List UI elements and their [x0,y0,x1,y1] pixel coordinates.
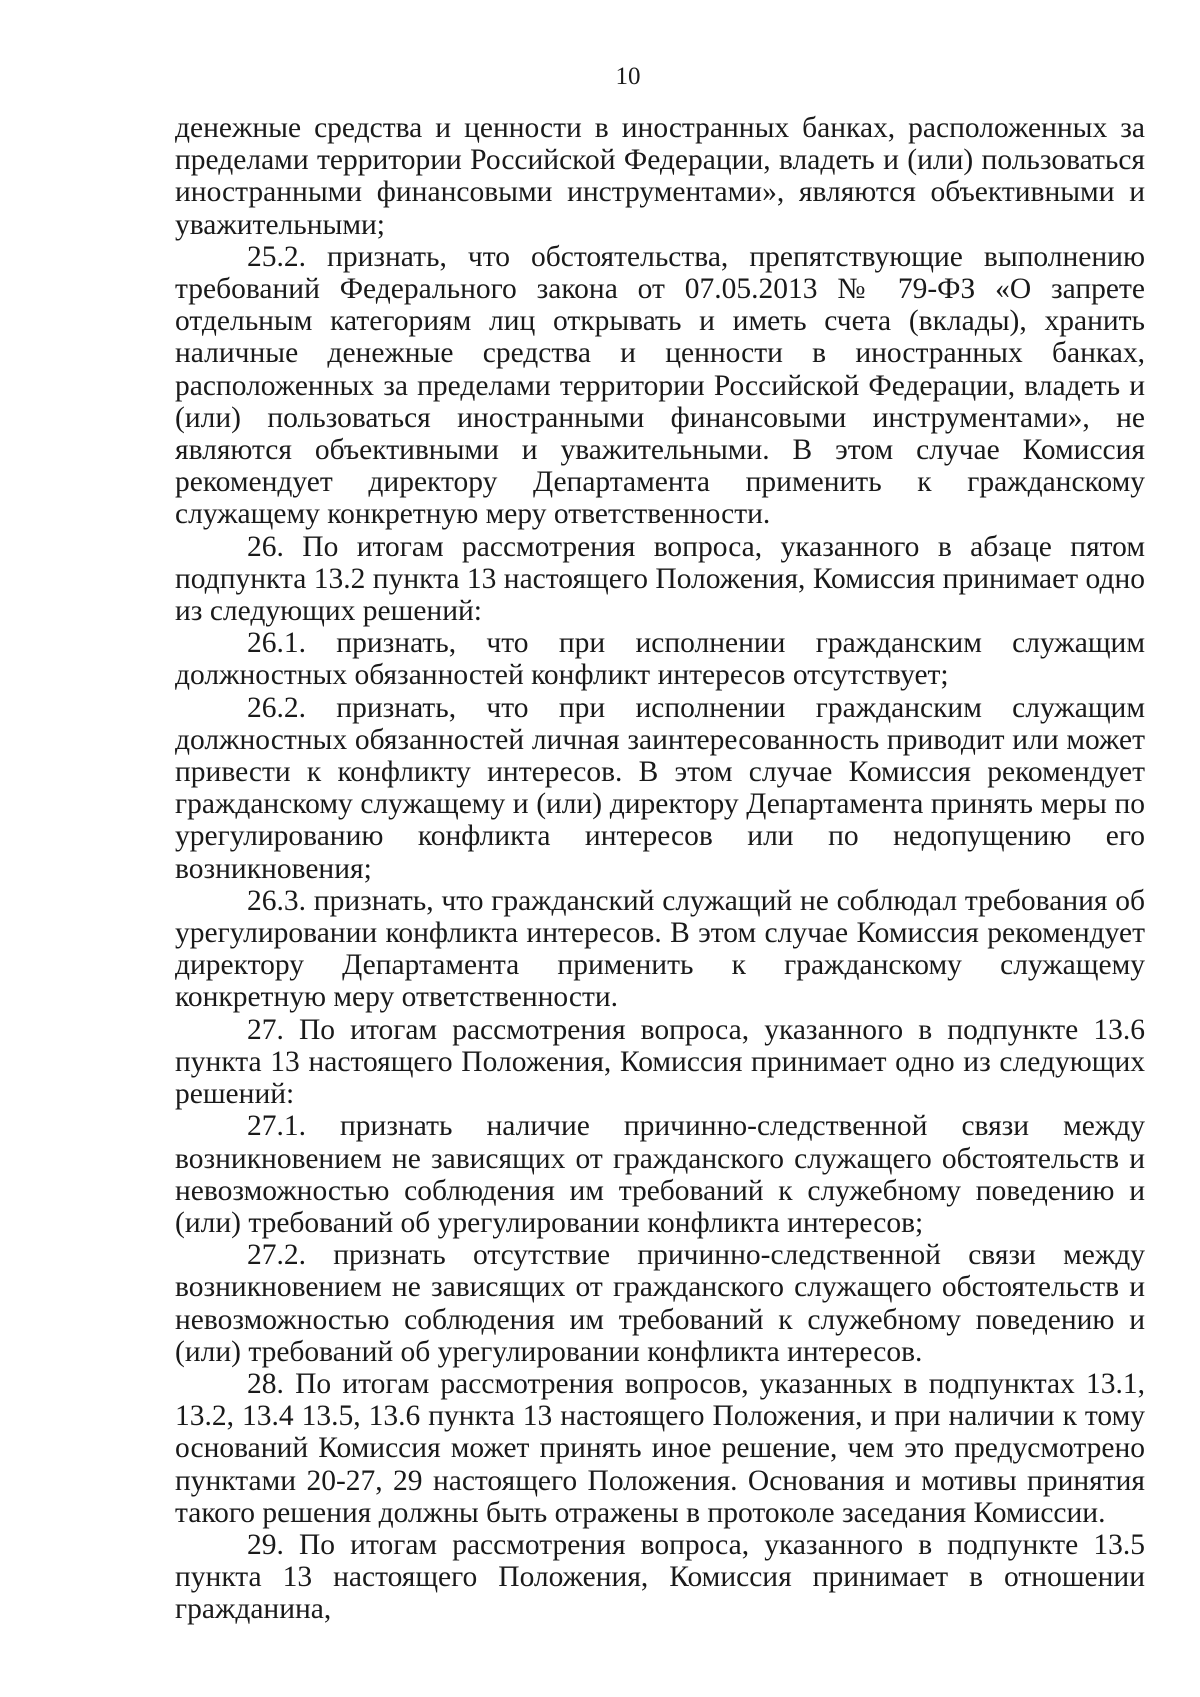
page-number: 10 [615,63,641,90]
paragraph: 28. По итогам рассмотрения вопросов, указанных в подпунктах 13.1, 13.2, 13.4 13.5, 13.6 пункта 13 настоящего Положения, и при наличии к тому оснований Комиссия может принять иное решение, чем это предусмотрено пунктами 20-27, 29 настоящего Положения. Основания и мотивы принятия такого решения должны быть отражены в протоколе заседания Комиссии. [175,1367,1145,1529]
paragraph: 25.2. признать, что обстоятельства, препятствующие выполнению требований Федерального закона от 07.05.2013 № 79-ФЗ «О запрете отдельным категориям лиц открывать и иметь счета (вклады), хранить наличные денежные средства и ценности в иностранных банках, расположенных за пределами территории Российской Федерации, владеть и (или) пользоваться иностранными финансовыми инструментами», не являются объективными и уважительными. В этом случае Комиссия рекомендует директору Департамента применить к гражданскому служащему конкретную меру ответственности. [175,240,1145,531]
paragraph: 26.3. признать, что гражданский служащий не соблюдал требования об урегулировании конфликта интересов. В этом случае Комиссия рекомендует директору Департамента применить к гражданскому служащему конкретную меру ответственности. [175,884,1145,1014]
paragraph: 27. По итогам рассмотрения вопроса, указанного в подпункте 13.6 пункта 13 настоящего Положения, Комиссия принимает одно из следующих решений: [175,1013,1145,1111]
paragraph: 27.1. признать наличие причинно-следственной связи между возникновением не зависящих от гражданского служащего обстоятельств и невозможностью соблюдения им требований к служебному поведению и (или) требований об урегулировании конфликта интересов; [175,1110,1145,1239]
paragraph: 26.2. признать, что при исполнении гражданским служащим должностных обязанностей личная заинтересованность приводит или может привести к конфликту интересов. В этом случае Комиссия рекомендует гражданскому служащему и (или) директору Департамента принять меры по урегулированию конфликта интересов или по недопущению его возникновения; [175,691,1145,885]
paragraph: 29. По итогам рассмотрения вопроса, указанного в подпункте 13.5 пункта 13 настоящего Положения, Комиссия принимает в отношении гражданина, [175,1528,1145,1626]
paragraph: 27.2. признать отсутствие причинно-следственной связи между возникновением не зависящих от гражданского служащего обстоятельств и невозможностью соблюдения им требований к служебному поведению и (или) требований об урегулировании конфликта интересов. [175,1239,1145,1368]
paragraph: денежные средства и ценности в иностранных банках, расположенных за пределами территории Российской Федерации, владеть и (или) пользоваться иностранными финансовыми инструментами», являются объективными и уважительными; [175,112,1145,241]
paragraph: 26. По итогам рассмотрения вопроса, указанного в абзаце пятом подпункта 13.2 пункта 13 настоящего Положения, Комиссия принимает одно из следующих решений: [175,530,1145,628]
paragraph: 26.1. признать, что при исполнении гражданским служащим должностных обязанностей конфликт интересов отсутствует; [175,627,1145,692]
document-body [175,112,1145,1626]
